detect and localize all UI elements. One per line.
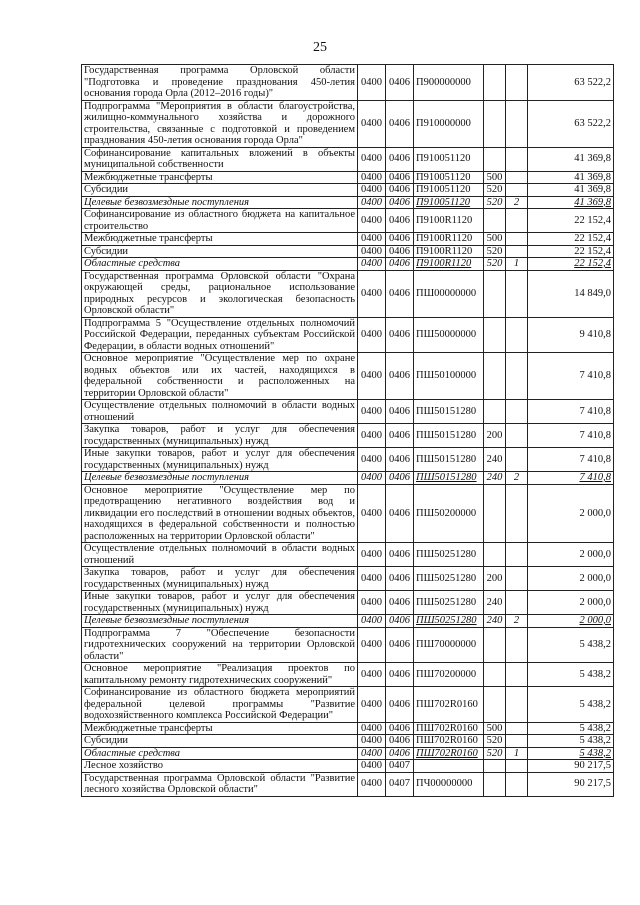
target-article-code: ПШ702R0160 <box>414 687 484 723</box>
table-row <box>82 258 614 271</box>
table-row <box>82 747 614 760</box>
subsection-code: 0406 <box>386 400 414 424</box>
subsection-code: 0406 <box>386 209 414 233</box>
row-name: Государственная программа Орловской области "Охрана окружающей среды, рациональное использование природных ресурсов и экологическая безопасность Орловской области" <box>82 270 358 317</box>
section-code: 0400 <box>358 448 386 472</box>
funding-source-code <box>506 147 528 171</box>
target-article-code: П9100R1120 <box>414 233 484 246</box>
section-code: 0400 <box>358 258 386 271</box>
row-name: Областные средства <box>82 258 358 271</box>
expense-type-code <box>484 760 506 773</box>
target-article-code: П910051120 <box>414 147 484 171</box>
expense-type-code <box>484 317 506 353</box>
amount: 5 438,2 <box>528 735 614 748</box>
section-code: 0400 <box>358 245 386 258</box>
amount: 7 410,8 <box>528 448 614 472</box>
amount: 90 217,5 <box>528 760 614 773</box>
funding-source-code <box>506 760 528 773</box>
section-code: 0400 <box>358 147 386 171</box>
amount: 22 152,4 <box>528 245 614 258</box>
row-name: Межбюджетные трансферты <box>82 722 358 735</box>
expense-type-code: 520 <box>484 258 506 271</box>
amount: 41 369,8 <box>528 171 614 184</box>
section-code: 0400 <box>358 760 386 773</box>
amount: 5 438,2 <box>528 747 614 760</box>
expense-type-code: 500 <box>484 722 506 735</box>
target-article-code: П9100R1120 <box>414 258 484 271</box>
row-name: Подпрограмма 7 "Обеспечение безопасности гидротехнических сооружений на территории Орловской области" <box>82 627 358 663</box>
funding-source-code <box>506 722 528 735</box>
funding-source-code: 2 <box>506 615 528 628</box>
expense-type-code: 500 <box>484 233 506 246</box>
subsection-code: 0407 <box>386 772 414 796</box>
page-number: 25 <box>313 40 327 55</box>
section-code: 0400 <box>358 171 386 184</box>
row-name: Иные закупки товаров, работ и услуг для обеспечения государственных (муниципальных) нужд <box>82 591 358 615</box>
target-article-code: ПШ50151280 <box>414 472 484 485</box>
amount: 22 152,4 <box>528 233 614 246</box>
subsection-code: 0406 <box>386 591 414 615</box>
budget-table <box>81 64 614 797</box>
amount: 2 000,0 <box>528 615 614 628</box>
section-code: 0400 <box>358 615 386 628</box>
target-article-code: ПШ50251280 <box>414 615 484 628</box>
funding-source-code <box>506 209 528 233</box>
section-code: 0400 <box>358 543 386 567</box>
target-article-code: П910051120 <box>414 184 484 197</box>
amount: 5 438,2 <box>528 687 614 723</box>
expense-type-code: 500 <box>484 171 506 184</box>
amount: 2 000,0 <box>528 567 614 591</box>
row-name: Подпрограмма 5 "Осуществление отдельных полномочий Российской Федерации, переданных субъектам Российской Федерации, в области водных отношений" <box>82 317 358 353</box>
expense-type-code <box>484 65 506 101</box>
subsection-code: 0406 <box>386 448 414 472</box>
expense-type-code <box>484 270 506 317</box>
expense-type-code: 240 <box>484 591 506 615</box>
row-name: Целевые безвозмездные поступления <box>82 196 358 209</box>
subsection-code: 0406 <box>386 245 414 258</box>
section-code: 0400 <box>358 591 386 615</box>
expense-type-code <box>484 400 506 424</box>
subsection-code: 0406 <box>386 317 414 353</box>
subsection-code: 0406 <box>386 65 414 101</box>
expense-type-code: 520 <box>484 184 506 197</box>
subsection-code: 0406 <box>386 100 414 147</box>
row-name: Софинансирование капитальных вложений в объекты муниципальной собственности <box>82 147 358 171</box>
table-row <box>82 472 614 485</box>
subsection-code: 0406 <box>386 747 414 760</box>
target-article-code: ПЧ00000000 <box>414 772 484 796</box>
target-article-code: ПШ50100000 <box>414 353 484 400</box>
target-article-code: ПШ50151280 <box>414 424 484 448</box>
subsection-code: 0406 <box>386 615 414 628</box>
amount: 2 000,0 <box>528 543 614 567</box>
funding-source-code <box>506 567 528 591</box>
table-row <box>82 772 614 796</box>
amount: 5 438,2 <box>528 722 614 735</box>
target-article-code: ПШ702R0160 <box>414 722 484 735</box>
table-row <box>82 627 614 663</box>
expense-type-code: 200 <box>484 567 506 591</box>
table-row <box>82 233 614 246</box>
expense-type-code <box>484 100 506 147</box>
row-name: Софинансирование из областного бюджета на капитальное строительство <box>82 209 358 233</box>
section-code: 0400 <box>358 400 386 424</box>
expense-type-code: 240 <box>484 472 506 485</box>
funding-source-code <box>506 270 528 317</box>
table-row <box>82 424 614 448</box>
amount: 7 410,8 <box>528 353 614 400</box>
funding-source-code <box>506 448 528 472</box>
target-article-code: ПШ702R0160 <box>414 747 484 760</box>
table-row <box>82 448 614 472</box>
subsection-code: 0406 <box>386 270 414 317</box>
funding-source-code <box>506 543 528 567</box>
section-code: 0400 <box>358 772 386 796</box>
amount: 2 000,0 <box>528 484 614 543</box>
target-article-code: П910000000 <box>414 100 484 147</box>
table-row <box>82 65 614 101</box>
row-name: Межбюджетные трансферты <box>82 171 358 184</box>
amount: 41 369,8 <box>528 184 614 197</box>
expense-type-code <box>484 663 506 687</box>
subsection-code: 0406 <box>386 687 414 723</box>
section-code: 0400 <box>358 627 386 663</box>
subsection-code: 0407 <box>386 760 414 773</box>
funding-source-code <box>506 687 528 723</box>
subsection-code: 0406 <box>386 543 414 567</box>
row-name: Государственная программа Орловской области "Подготовка и проведение празднования 450-летия основания города Орла (2012–2016 годы)" <box>82 65 358 101</box>
target-article-code: П900000000 <box>414 65 484 101</box>
row-name: Осуществление отдельных полномочий в области водных отношений <box>82 543 358 567</box>
row-name: Областные средства <box>82 747 358 760</box>
funding-source-code <box>506 484 528 543</box>
target-article-code: ПШ702R0160 <box>414 735 484 748</box>
table-row <box>82 687 614 723</box>
row-name: Основное мероприятие "Осуществление мер по охране водных объектов или их частей, находящихся в федеральной собственности и расположенных на территории Орловской области" <box>82 353 358 400</box>
expense-type-code <box>484 209 506 233</box>
subsection-code: 0406 <box>386 722 414 735</box>
row-name: Субсидии <box>82 184 358 197</box>
subsection-code: 0406 <box>386 233 414 246</box>
expense-type-code <box>484 772 506 796</box>
row-name: Софинансирование из областного бюджета мероприятий федеральной целевой программы "Развитие водохозяйственного комплекса Российской Федерации" <box>82 687 358 723</box>
row-name: Иные закупки товаров, работ и услуг для обеспечения государственных (муниципальных) нужд <box>82 448 358 472</box>
expense-type-code <box>484 687 506 723</box>
target-article-code: ПШ50251280 <box>414 591 484 615</box>
amount: 90 217,5 <box>528 772 614 796</box>
row-name: Основное мероприятие "Осуществление мер по предотвращению негативного воздействия вод и ликвидации его последствий в отношении водных объектов, находящихся в федеральной собственности и полностью расположенных на территории Орловской области" <box>82 484 358 543</box>
section-code: 0400 <box>358 472 386 485</box>
amount: 9 410,8 <box>528 317 614 353</box>
subsection-code: 0406 <box>386 424 414 448</box>
section-code: 0400 <box>358 663 386 687</box>
funding-source-code <box>506 591 528 615</box>
subsection-code: 0406 <box>386 147 414 171</box>
expense-type-code: 520 <box>484 196 506 209</box>
row-name: Основное мероприятие "Реализация проектов по капитальному ремонту гидротехнических сооружений" <box>82 663 358 687</box>
section-code: 0400 <box>358 424 386 448</box>
target-article-code: ПШ70000000 <box>414 627 484 663</box>
section-code: 0400 <box>358 722 386 735</box>
table-row <box>82 209 614 233</box>
amount: 22 152,4 <box>528 258 614 271</box>
section-code: 0400 <box>358 687 386 723</box>
funding-source-code <box>506 100 528 147</box>
amount: 14 849,0 <box>528 270 614 317</box>
subsection-code: 0406 <box>386 258 414 271</box>
section-code: 0400 <box>358 196 386 209</box>
target-article-code: П9100R1120 <box>414 245 484 258</box>
expense-type-code: 520 <box>484 747 506 760</box>
amount: 22 152,4 <box>528 209 614 233</box>
subsection-code: 0406 <box>386 472 414 485</box>
section-code: 0400 <box>358 100 386 147</box>
target-article-code: ПШ50251280 <box>414 567 484 591</box>
expense-type-code: 240 <box>484 615 506 628</box>
expense-type-code: 520 <box>484 245 506 258</box>
funding-source-code <box>506 171 528 184</box>
section-code: 0400 <box>358 233 386 246</box>
funding-source-code <box>506 424 528 448</box>
section-code: 0400 <box>358 209 386 233</box>
funding-source-code: 1 <box>506 747 528 760</box>
table-row <box>82 270 614 317</box>
table-row <box>82 147 614 171</box>
funding-source-code: 1 <box>506 258 528 271</box>
subsection-code: 0406 <box>386 735 414 748</box>
table-row <box>82 543 614 567</box>
amount: 7 410,8 <box>528 472 614 485</box>
subsection-code: 0406 <box>386 353 414 400</box>
target-article-code: ПШ00000000 <box>414 270 484 317</box>
row-name: Субсидии <box>82 735 358 748</box>
table-row <box>82 760 614 773</box>
amount: 2 000,0 <box>528 591 614 615</box>
section-code: 0400 <box>358 353 386 400</box>
amount: 63 522,2 <box>528 65 614 101</box>
table-row <box>82 567 614 591</box>
amount: 5 438,2 <box>528 663 614 687</box>
expense-type-code <box>484 484 506 543</box>
row-name: Подпрограмма "Мероприятия в области благоустройства, жилищно-коммунального хозяйства и дорожного строительства, связанные с подготовкой и проведением празднования 450-летия основания города Орла" <box>82 100 358 147</box>
section-code: 0400 <box>358 567 386 591</box>
funding-source-code <box>506 233 528 246</box>
target-article-code: П910051120 <box>414 171 484 184</box>
amount: 7 410,8 <box>528 400 614 424</box>
funding-source-code <box>506 627 528 663</box>
expense-type-code <box>484 543 506 567</box>
table-row <box>82 400 614 424</box>
expense-type-code <box>484 353 506 400</box>
amount: 63 522,2 <box>528 100 614 147</box>
expense-type-code: 520 <box>484 735 506 748</box>
target-article-code <box>414 760 484 773</box>
table-row <box>82 722 614 735</box>
subsection-code: 0406 <box>386 184 414 197</box>
row-name: Межбюджетные трансферты <box>82 233 358 246</box>
funding-source-code <box>506 65 528 101</box>
funding-source-code <box>506 400 528 424</box>
funding-source-code: 2 <box>506 472 528 485</box>
expense-type-code: 240 <box>484 448 506 472</box>
target-article-code: ПШ50000000 <box>414 317 484 353</box>
table-row <box>82 100 614 147</box>
subsection-code: 0406 <box>386 196 414 209</box>
table-row <box>82 591 614 615</box>
funding-source-code <box>506 317 528 353</box>
table-row <box>82 317 614 353</box>
target-article-code: ПШ70200000 <box>414 663 484 687</box>
funding-source-code <box>506 353 528 400</box>
section-code: 0400 <box>358 184 386 197</box>
funding-source-code: 2 <box>506 196 528 209</box>
funding-source-code <box>506 184 528 197</box>
section-code: 0400 <box>358 484 386 543</box>
section-code: 0400 <box>358 317 386 353</box>
amount: 41 369,8 <box>528 196 614 209</box>
row-name: Субсидии <box>82 245 358 258</box>
expense-type-code <box>484 627 506 663</box>
table-row <box>82 663 614 687</box>
table-row <box>82 245 614 258</box>
funding-source-code <box>506 245 528 258</box>
row-name: Закупка товаров, работ и услуг для обеспечения государственных (муниципальных) нужд <box>82 567 358 591</box>
subsection-code: 0406 <box>386 484 414 543</box>
section-code: 0400 <box>358 735 386 748</box>
section-code: 0400 <box>358 747 386 760</box>
target-article-code: ПШ50251280 <box>414 543 484 567</box>
section-code: 0400 <box>358 65 386 101</box>
funding-source-code <box>506 735 528 748</box>
target-article-code: ПШ50151280 <box>414 400 484 424</box>
table-row <box>82 171 614 184</box>
row-name: Лесное хозяйство <box>82 760 358 773</box>
subsection-code: 0406 <box>386 171 414 184</box>
row-name: Осуществление отдельных полномочий в области водных отношений <box>82 400 358 424</box>
table-row <box>82 184 614 197</box>
subsection-code: 0406 <box>386 663 414 687</box>
table-row <box>82 196 614 209</box>
table-row <box>82 615 614 628</box>
amount: 7 410,8 <box>528 424 614 448</box>
section-code: 0400 <box>358 270 386 317</box>
target-article-code: П9100R1120 <box>414 209 484 233</box>
amount: 5 438,2 <box>528 627 614 663</box>
table-row <box>82 735 614 748</box>
row-name: Закупка товаров, работ и услуг для обеспечения государственных (муниципальных) нужд <box>82 424 358 448</box>
expense-type-code: 200 <box>484 424 506 448</box>
subsection-code: 0406 <box>386 627 414 663</box>
row-name: Целевые безвозмездные поступления <box>82 615 358 628</box>
subsection-code: 0406 <box>386 567 414 591</box>
target-article-code: П910051120 <box>414 196 484 209</box>
amount: 41 369,8 <box>528 147 614 171</box>
row-name: Государственная программа Орловской области "Развитие лесного хозяйства Орловской области" <box>82 772 358 796</box>
table-row <box>82 484 614 543</box>
target-article-code: ПШ50151280 <box>414 448 484 472</box>
expense-type-code <box>484 147 506 171</box>
table-row <box>82 353 614 400</box>
funding-source-code <box>506 663 528 687</box>
target-article-code: ПШ50200000 <box>414 484 484 543</box>
funding-source-code <box>506 772 528 796</box>
row-name: Целевые безвозмездные поступления <box>82 472 358 485</box>
